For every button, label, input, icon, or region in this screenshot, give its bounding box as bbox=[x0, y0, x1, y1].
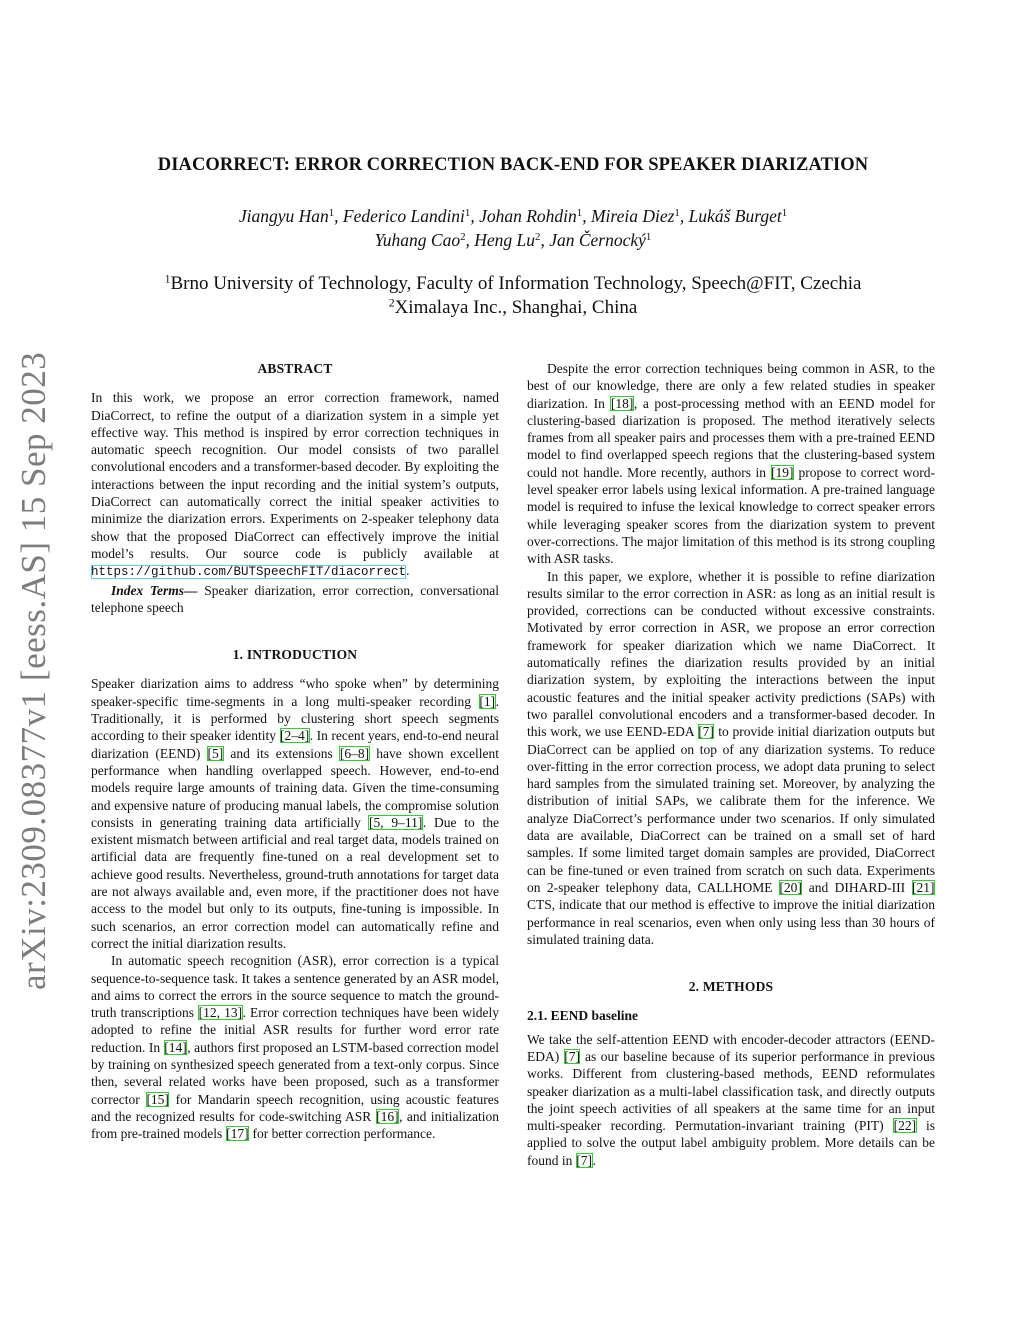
author-name: , Mireia Diez bbox=[582, 206, 675, 226]
abstract-heading: ABSTRACT bbox=[257, 361, 333, 376]
affiliation-mark: 1 bbox=[674, 207, 680, 220]
citation-link[interactable]: [17] bbox=[226, 1126, 249, 1142]
author-name: , Federico Landini bbox=[334, 206, 465, 226]
affiliation-1 bbox=[90, 272, 936, 296]
index-terms-label: Index Terms— bbox=[111, 582, 198, 598]
body-text: and DIHARD-III bbox=[802, 879, 912, 895]
body-text: Despite the error correction techniques being common in ASR, to the best of our knowledge, there are only a few related studies in speaker diarization. In bbox=[527, 361, 935, 411]
introduction-heading: 1. INTRODUCTION bbox=[232, 647, 358, 663]
affiliation-mark: 1 bbox=[328, 207, 335, 220]
body-text: , a post-processing method with an EEND model for clustering-based diarization is proposed. The method iteratively selects frames from all speaker pairs and processes them with a pre-trained EEND model to find overlapped speech regions that the clustering-based system could not handle. More recently, authors in bbox=[527, 395, 935, 480]
citation-link[interactable]: [15] bbox=[146, 1091, 169, 1107]
index-terms-text: Speaker diarization, error correction, conversational telephone speech bbox=[91, 582, 499, 615]
subsection-heading: 2.1. EEND baseline bbox=[527, 1008, 639, 1024]
intro-paragraph-1 bbox=[91, 675, 499, 952]
body-text: In automatic speech recognition (ASR), error correction is a typical sequence-to-sequence task. It takes a sentence generated by an ASR model, and aims to correct the errors in the source sequence to match the ground-truth transcriptions bbox=[91, 953, 499, 1021]
methods-paragraph-1 bbox=[527, 1031, 935, 1169]
body-text: to provide initial diarization outputs but DiaCorrect can be applied on top of any diarization systems. To reduce over-fitting in the error correction process, we adopt data pruning to select hard samples from the simulated training set. Moreover, by analyzing the distribution of initial SAPs, we calibrate them for the inference. We analyze DiaCorrect’s performance under two scenarios. If only simulated data are available, DiaCorrect can be trained on a small set of hard samples. If some limited target domain samples are provided, DiaCorrect can be fine-tuned or even trained from scratch on such data. Experiments on 2-speaker telephony data, CALLHOME bbox=[527, 724, 935, 895]
body-text: . Traditionally, it is performed by clustering short speech segments according to their speaker identity bbox=[91, 693, 499, 744]
body-text: for better correction performance. bbox=[249, 1126, 436, 1142]
abstract-text: In this work, we propose an error correction framework, named DiaCorrect, to refine the output of a diarization system in a simple yet effective way. This method is inspired by error correction techniques in automatic speech recognition. Our model consists of two parallel convolutional encoders and a transformer-based decoder. By exploiting the interactions between the input recording and the initial system’s outputs, DiaCorrect can automatically correct the initial speaker activities to minimize the diarization errors. Experiments on 2-speaker telephony data show that the proposed DiaCorrect can effectively improve the initial model’s results. Our source code is publicly available at bbox=[91, 390, 499, 561]
citation-link[interactable]: [18] bbox=[610, 395, 634, 411]
affiliation-2 bbox=[90, 296, 936, 320]
body-text: We take the self-attention EEND with encoder-decoder attractors (EEND-EDA) bbox=[527, 1031, 935, 1064]
citation-link[interactable]: [20] bbox=[779, 879, 802, 895]
citation-link[interactable]: [21] bbox=[912, 879, 935, 895]
methods-heading: 2. METHODS bbox=[688, 979, 774, 995]
citation-link[interactable]: [7] bbox=[576, 1152, 592, 1168]
citation-link[interactable]: [2–4] bbox=[280, 728, 310, 744]
body-text: In this paper, we explore, whether it is possible to refine diarization results similar to the error correction in ASR: as long as an initial result is provided, corrections can be conducted without excessive constraints. Motivated by error correction in ASR, we propose an error correction framework for speaker diarization which we name DiaCorrect. It automatically refines the diarization results provided by an initial diarization system, by exploiting the interactions between the input acoustic features and the initial speaker activity predictions (SAPs) with two parallel convolutional encoders and a transformer-based decoder. In this work, we use EEND-EDA bbox=[527, 568, 935, 740]
author-name: Jiangyu Han bbox=[238, 206, 329, 226]
body-text: is applied to solve the output label ambiguity problem. More details can be found in bbox=[527, 1118, 935, 1168]
body-text: for Mandarin speech recognition, using acoustic features and the recognized results for code-switching ASR bbox=[91, 1091, 499, 1124]
index-terms bbox=[91, 582, 499, 617]
affiliation-mark: 1 bbox=[464, 207, 471, 220]
body-text: , authors first proposed an LSTM-based correction model by training on synthesized speech generated from a text-only corpus. Since then, several related works have been proposed, such as a transformer corrector bbox=[91, 1039, 499, 1107]
body-text: as our baseline because of its superior performance in previous works. Different from clustering-based methods, EEND reformulates speaker diarization as a multi-label classification task, and directly outputs the joint speech activities of all speakers at the same time for an input multi-speaker recording. Permutation-invariant training (PIT) bbox=[527, 1048, 935, 1134]
citation-link[interactable]: [19] bbox=[771, 464, 794, 480]
citation-link[interactable]: [14] bbox=[164, 1039, 187, 1055]
body-text: . In recent years, end-to-end neural diarization (EEND) bbox=[91, 728, 499, 761]
author-name: , Johan Rohdin bbox=[470, 206, 577, 226]
abstract-paragraph bbox=[91, 389, 499, 581]
citation-link[interactable]: [7] bbox=[698, 724, 714, 740]
left-column bbox=[91, 360, 499, 1142]
citation-link[interactable]: [6–8] bbox=[339, 745, 370, 761]
author-list bbox=[90, 204, 936, 252]
intro-paragraph-4 bbox=[527, 568, 935, 949]
citation-link[interactable]: [22] bbox=[893, 1118, 917, 1134]
author-name: , Lukáš Burget bbox=[679, 206, 782, 226]
intro-paragraph-3 bbox=[527, 360, 935, 568]
paper-title: DIACORRECT: ERROR CORRECTION BACK-END FOR SPEAKER DIARIZATION bbox=[157, 155, 869, 175]
intro-paragraph-2 bbox=[91, 952, 499, 1142]
author-line-1 bbox=[90, 204, 936, 228]
body-text: propose to correct word-level speaker error labels using lexical information. A pre-trained language model is required to infuse the lexical knowledge to correct speaker errors while leveraging speaker scores from the diarization system to prevent over-corrections. The major limitation of this method is its strong coupling with ASR tasks. bbox=[527, 464, 936, 567]
author-name: , Heng Lu bbox=[465, 230, 536, 250]
author-name: , Jan Černocký bbox=[540, 230, 646, 250]
affiliation-text: Ximalaya Inc., Shanghai, China bbox=[394, 297, 638, 318]
abstract-end: . bbox=[406, 563, 410, 579]
citation-link[interactable]: [1] bbox=[479, 693, 496, 709]
affiliations bbox=[90, 272, 936, 320]
citation-link[interactable]: [5, 9–11] bbox=[368, 814, 423, 830]
citation-link[interactable]: [7] bbox=[564, 1048, 580, 1064]
source-code-link[interactable]: https://github.com/BUTSpeechFIT/diacorrect bbox=[91, 565, 407, 580]
body-text: . bbox=[592, 1152, 596, 1168]
author-line-2 bbox=[90, 228, 936, 252]
affiliation-mark: 1 bbox=[576, 207, 583, 220]
body-text: have shown excellent performance when handling overlapped speech. However, end-to-end models require large amounts of training data. Given the time-consuming and expensive nature of producing manual labels, the compromise solution consists in generating training data artificially bbox=[91, 745, 499, 830]
body-text: CTS, indicate that our method is effective to improve the initial diarization performance in real scenarios, even when only using less than 30 hours of simulated training data. bbox=[527, 897, 935, 947]
arxiv-identifier: arXiv:2309.08377v1 [eess.AS] 15 Sep 2023 bbox=[14, 351, 53, 990]
affiliation-mark: 2 bbox=[535, 231, 541, 244]
affiliation-mark: 1 bbox=[164, 272, 171, 286]
affiliation-mark: 1 bbox=[645, 231, 652, 244]
body-text: . Due to the existent mismatch between artificial and real target data, models trained on artificial data are frequently fine-tuned on a real development set to achieve good results. Nevertheless, ground-truth annotations for target data are not always available and, even more, if the practitioner does not have access to the model but only to its outputs, fine-tuning is impossible. In such scenarios, an error correction model can automatically refine and correct the initial diarization results. bbox=[91, 814, 499, 951]
body-text: and its extensions bbox=[223, 745, 340, 761]
affiliation-mark: 2 bbox=[460, 231, 466, 244]
right-column bbox=[527, 360, 935, 1169]
body-text: , and initialization from pre-trained models bbox=[91, 1108, 499, 1142]
citation-link[interactable]: [16] bbox=[376, 1108, 399, 1124]
affiliation-mark: 2 bbox=[388, 296, 395, 310]
author-name: Yuhang Cao bbox=[374, 230, 461, 250]
citation-link[interactable]: [5] bbox=[207, 745, 224, 761]
citation-link[interactable]: [12, 13] bbox=[198, 1005, 243, 1021]
affiliation-text: Brno University of Technology, Faculty of Information Technology, Speech@FIT, Czechia bbox=[170, 273, 862, 294]
body-text: Speaker diarization aims to address “who spoke when” by determining speaker-specific time-segments in a long multi-speaker recording bbox=[91, 676, 499, 709]
affiliation-mark: 1 bbox=[781, 207, 788, 220]
body-text: . Error correction techniques have been widely adopted to refine the initial ASR results for further word error rate reduction. In bbox=[91, 1005, 499, 1055]
